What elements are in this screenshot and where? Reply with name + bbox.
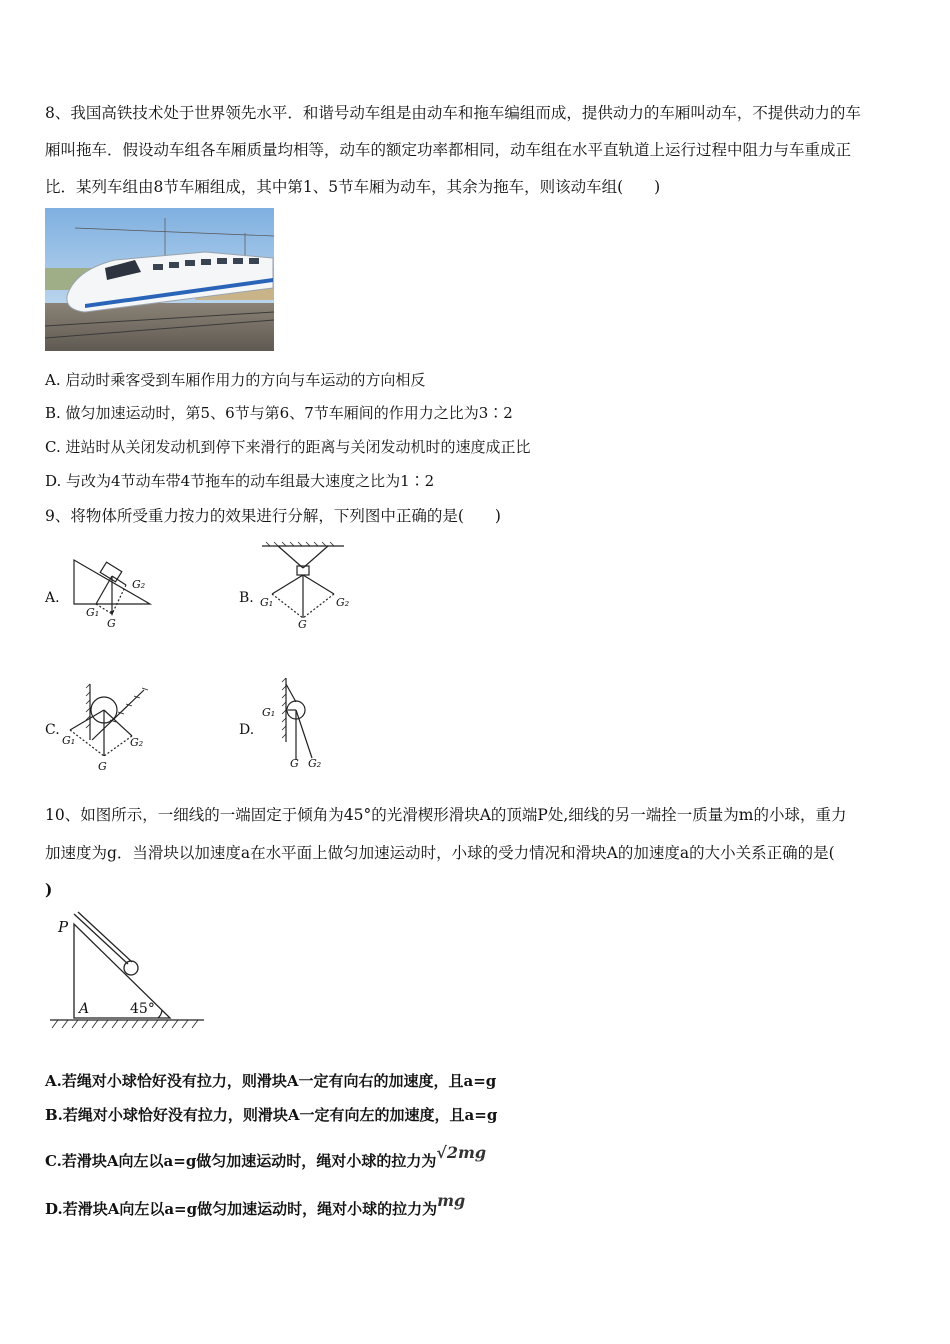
q10-option-a: A.若绳对小球恰好没有拉力，则滑块A一定有向右的加速度，且a=g (45, 1072, 497, 1090)
q8-line-2: 厢叫拖车．假设动车组各车厢质量均相等，动车的额定功率都相同，动车组在水平直轨道上运行过程中阻力与车重成正 (45, 141, 852, 159)
q10-label-p: P (58, 918, 69, 936)
q9-a-g1: G₁ (86, 606, 100, 619)
q10-option-c-math: √2mg (436, 1143, 487, 1162)
q9-figure-b (258, 540, 348, 630)
q10-option-b: B.若绳对小球恰好没有拉力，则滑块A一定有向左的加速度，且a=g (45, 1106, 498, 1124)
q10-option-c (45, 1143, 487, 1171)
train-photo (45, 208, 274, 351)
q10-line-1: 10、如图所示，一细线的一端固定于倾角为45°的光滑楔形滑块A的顶端P处,细线的另一端拴一质量为m的小球，重力 (45, 806, 847, 824)
q10-option-d-text: D.若滑块A向左以a=g做匀加速运动时，绳对小球的拉力为 (45, 1200, 438, 1218)
q8-option-b: B. 做匀加速运动时，第5、6节与第6、7节车厢间的作用力之比为3∶2 (45, 404, 513, 422)
q8-line-1: 8、我国高铁技术处于世界领先水平．和谐号动车组是由动车和拖车编组而成，提供动力的车厢叫动车，不提供动力的车 (45, 104, 861, 122)
q8-option-c: C. 进站时从关闭发动机到停下来滑行的距离与关闭发动机时的速度成正比 (45, 438, 531, 456)
q9-a-g2: G₂ (132, 578, 146, 591)
q9-label-b: B. (239, 590, 254, 606)
q8-option-a: A. 启动时乘客受到车厢作用力的方向与车运动的方向相反 (45, 371, 426, 389)
q9-c-g2: G₂ (130, 736, 144, 749)
q10-option-d (45, 1191, 466, 1219)
q10-option-d-math: mg (437, 1191, 466, 1210)
q9-d-g: G (290, 757, 299, 770)
q10-label-a: A (79, 1001, 90, 1017)
q10-wedge-figure (48, 908, 208, 1034)
q9-text: 9、将物体所受重力按力的效果进行分解，下列图中正确的是( ) (45, 507, 501, 525)
q9-figure-d (262, 676, 342, 774)
q9-a-g: G (107, 617, 116, 630)
q9-figure-c (62, 680, 152, 770)
q9-c-g: G (98, 760, 107, 773)
q9-label-a: A. (45, 590, 60, 606)
q8-line-3: 比．某列车组由8节车厢组成，其中第1、5节车厢为动车，其余为拖车，则该动车组( ) (45, 178, 661, 196)
q9-label-d: D. (239, 722, 255, 738)
q9-b-g: G (298, 618, 307, 631)
q9-b-g2: G₂ (336, 596, 350, 609)
q9-b-g1: G₁ (260, 596, 274, 609)
q9-d-g2: G₂ (308, 757, 322, 770)
q10-option-c-text: C.若滑块A向左以a=g做匀加速运动时，绳对小球的拉力为 (45, 1152, 437, 1170)
q9-c-g1: G₁ (62, 734, 76, 747)
q10-line-2: 加速度为g．当滑块以加速度a在水平面上做匀加速运动时，小球的受力情况和滑块A的加速度a的大小关系正确的是( (45, 844, 835, 862)
q9-label-c: C. (45, 722, 60, 738)
q9-d-g1: G₁ (262, 706, 276, 719)
q10-label-angle: 45° (130, 1001, 155, 1017)
q10-line-3: ) (45, 880, 53, 899)
q8-option-d: D. 与改为4节动车带4节拖车的动车组最大速度之比为1∶2 (45, 472, 435, 490)
